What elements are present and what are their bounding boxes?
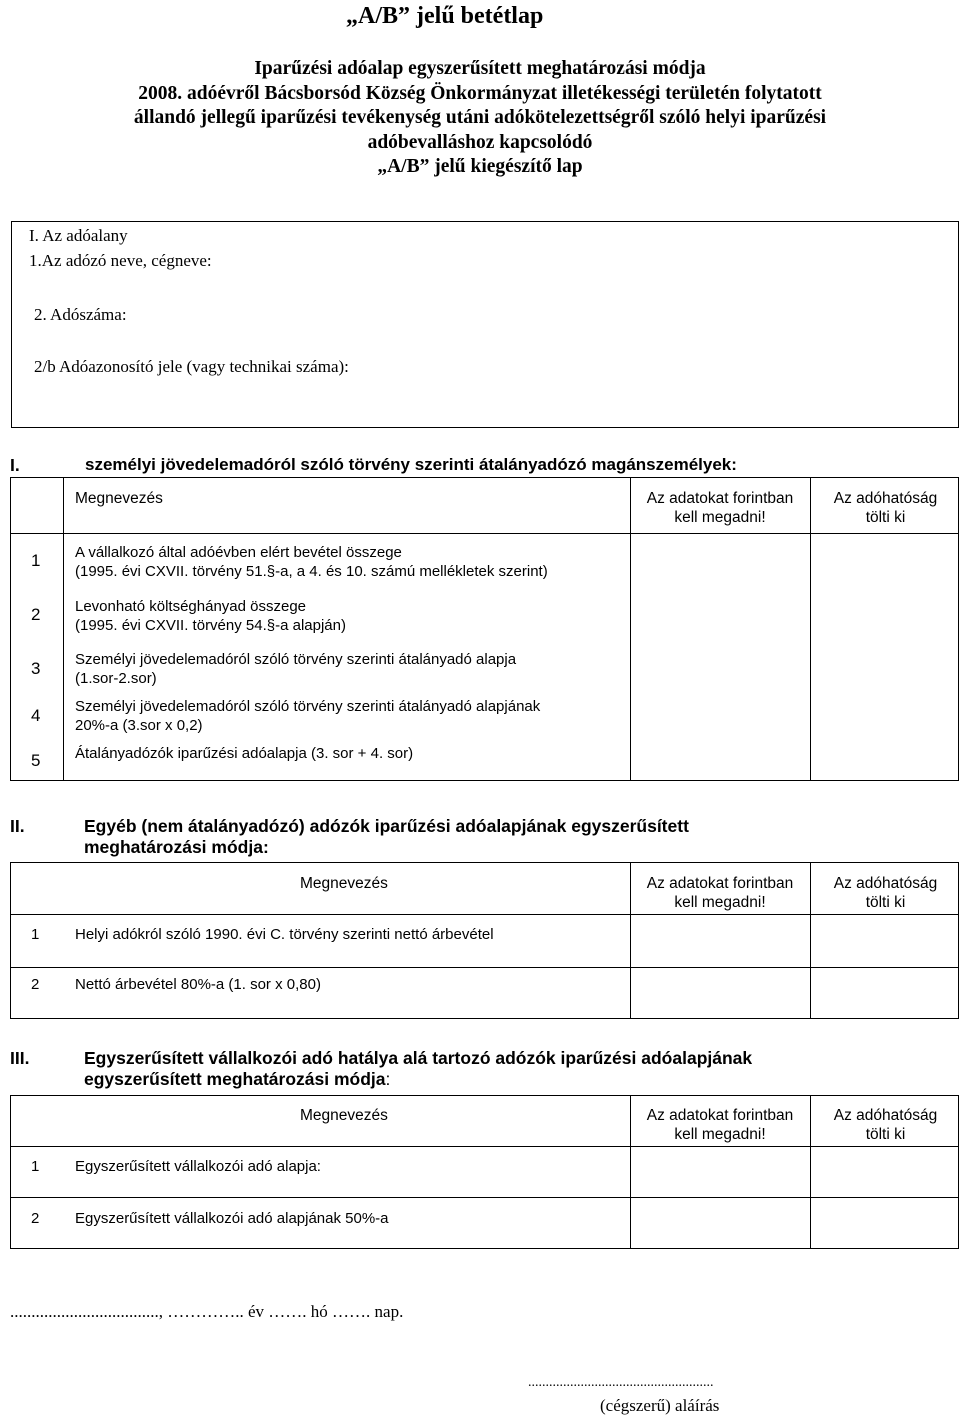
section2-divider-name [630, 862, 631, 1019]
section1-row-4-line2: 20%-a (3.sor x 0,2) [75, 717, 203, 734]
subtitle-line-4: adóbevalláshoz kapcsolódó [367, 131, 593, 153]
section1-header-authority-line1: Az adóhatóság [833, 490, 938, 507]
section3-row-2-number: 2 [31, 1210, 40, 1227]
section2-header-name: Megnevezés [300, 875, 388, 892]
section3-title [84, 1048, 752, 1090]
section1-title-text: személyi jövedelemadóról szóló törvény szerinti átalányadózó magánszemélyek [85, 455, 732, 474]
section1-row-5-text [75, 744, 413, 763]
subtitle-line-1: Iparűzési adóalap egyszerűsített meghatározási módja [254, 58, 706, 79]
section3-header-divider [10, 1146, 959, 1147]
subtitle-line-3: állandó jellegű iparűzési tevékenység utáni adókötelezettségről szóló helyi iparűzési [133, 107, 827, 128]
section3-divider-name [630, 1095, 631, 1249]
section2-header-divider [10, 914, 959, 915]
section1-row-4-number: 4 [31, 706, 41, 725]
section2-title-line1: Egyéb (nem átalányadózó) adózók iparűzési adóalapjának egyszerűsített [84, 816, 689, 836]
section2-title [84, 816, 689, 858]
section1-row-5-number: 5 [31, 751, 41, 770]
tax-number-label[interactable]: 2. Adószáma: [34, 305, 127, 324]
section2-header-amount-line1: Az adatokat forintban [646, 875, 794, 892]
signature-line[interactable]: ..................................................... [528, 1375, 714, 1390]
section3-row-divider [10, 1197, 959, 1198]
subtitle-line-2: 2008. adóévről Bácsborsód Község Önkormányzat illetékességi területén folytatott [138, 82, 822, 104]
section1-title [85, 455, 737, 475]
section1-header-authority-line2: tölti ki [865, 509, 906, 526]
section1-row-2-line1: Levonható költséghányad összege [75, 598, 307, 615]
section1-row-4-line1: Személyi jövedelemadóról szóló törvény szerinti átalányadó alapjának [75, 698, 541, 715]
section3-header-name: Megnevezés [300, 1107, 388, 1124]
section1-header-amount [632, 489, 808, 527]
section2-header-authority-line1: Az adóhatóság [833, 875, 938, 892]
section3-header-amount [632, 1106, 808, 1144]
taxpayer-section-label: I. Az adóalany [29, 226, 128, 245]
section3-row-1-number: 1 [31, 1158, 40, 1175]
signature-label: (cégszerű) aláírás [600, 1396, 720, 1415]
page-subtitle [0, 57, 960, 180]
section2-row-1-number: 1 [31, 926, 40, 943]
subtitle-line-5: „A/B” jelű kiegészítő lap [377, 156, 583, 177]
section2-header-amount-line2: kell megadni! [674, 894, 766, 911]
section1-divider-amount [810, 477, 811, 781]
section1-row-3-text [75, 650, 516, 688]
section1-divider-name [630, 477, 631, 781]
section1-number: I. [10, 455, 20, 475]
section1-row-1-line1: A vállalkozó által adóévben elért bevétel összege [75, 544, 402, 561]
section2-number: II. [10, 816, 25, 836]
section1-divider-no [63, 477, 64, 781]
tax-id-label[interactable]: 2/b Adóazonosító jele (vagy technikai száma): [34, 357, 349, 376]
section1-row-2-text [75, 597, 346, 635]
section3-header-amount-line2: kell megadni! [674, 1126, 766, 1143]
taxpayer-name-label[interactable]: 1.Az adózó neve, cégneve: [29, 251, 212, 270]
section1-header-divider [10, 533, 959, 534]
section1-row-2-number: 2 [31, 605, 41, 624]
section1-header-authority [812, 489, 959, 527]
section1-row-3-line2: (1.sor-2.sor) [75, 670, 157, 687]
section2-row-2-number: 2 [31, 976, 40, 993]
section3-title-line1: Egyszerűsített vállalkozói adó hatálya alá tartozó adózók iparűzési adóalapjának [84, 1048, 753, 1068]
section1-header-amount-line2: kell megadni! [674, 509, 766, 526]
section3-title-line2-wrap [84, 1069, 752, 1090]
section1-row-4-text [75, 697, 540, 735]
section1-header-name: Megnevezés [75, 490, 163, 507]
section2-title-line2: meghatározási módja: [84, 837, 269, 857]
section1-title-suffix: : [731, 455, 737, 474]
section2-divider-amount [810, 862, 811, 1019]
section3-header-authority-line2: tölti ki [865, 1126, 906, 1143]
section3-title-suffix: : [385, 1069, 391, 1089]
section1-row-3-line1: Személyi jövedelemadóról szóló törvény szerinti átalányadó alapja [75, 651, 517, 668]
section2-header-amount [632, 874, 808, 912]
section1-row-1-number: 1 [31, 551, 41, 570]
section1-row-1-line2: (1995. évi CXVII. törvény 51.§-a, a 4. és 10. számú mellékletek szerint) [75, 563, 548, 580]
section2-row-1-text: Helyi adókról szóló 1990. évi C. törvény szerinti nettó árbevétel [75, 926, 494, 943]
section2-header-authority-line2: tölti ki [865, 894, 906, 911]
section3-number: III. [10, 1048, 30, 1068]
section3-divider-amount [810, 1095, 811, 1249]
section3-header-amount-line1: Az adatokat forintban [646, 1107, 794, 1124]
section3-row-2-text: Egyszerűsített vállalkozói adó alapjának 50%-a [75, 1210, 389, 1227]
section1-row-2-line2: (1995. évi CXVII. törvény 54.§-a alapján) [75, 617, 346, 634]
section2-row-2-text: Nettó árbevétel 80%-a (1. sor x 0,80) [75, 976, 321, 993]
section3-row-1-text: Egyszerűsített vállalkozói adó alapja: [75, 1158, 321, 1175]
section1-header-amount-line1: Az adatokat forintban [646, 490, 794, 507]
page-title: „A/B” jelű betétlap [346, 3, 544, 29]
section3-title-line2: egyszerűsített meghatározási módja [84, 1069, 386, 1089]
section1-row-3-number: 3 [31, 659, 41, 678]
section1-row-5-line1: Átalányadózók iparűzési adóalapja (3. sor + 4. sor) [75, 745, 414, 762]
section1-row-1-text [75, 543, 548, 581]
date-line[interactable]: ..................................., ………….. év ……. hó ……. nap. [10, 1302, 404, 1321]
section2-header-authority [812, 874, 959, 912]
section3-header-authority-line1: Az adóhatóság [833, 1107, 938, 1124]
section3-header-authority [812, 1106, 959, 1144]
section2-row-divider [10, 967, 959, 968]
